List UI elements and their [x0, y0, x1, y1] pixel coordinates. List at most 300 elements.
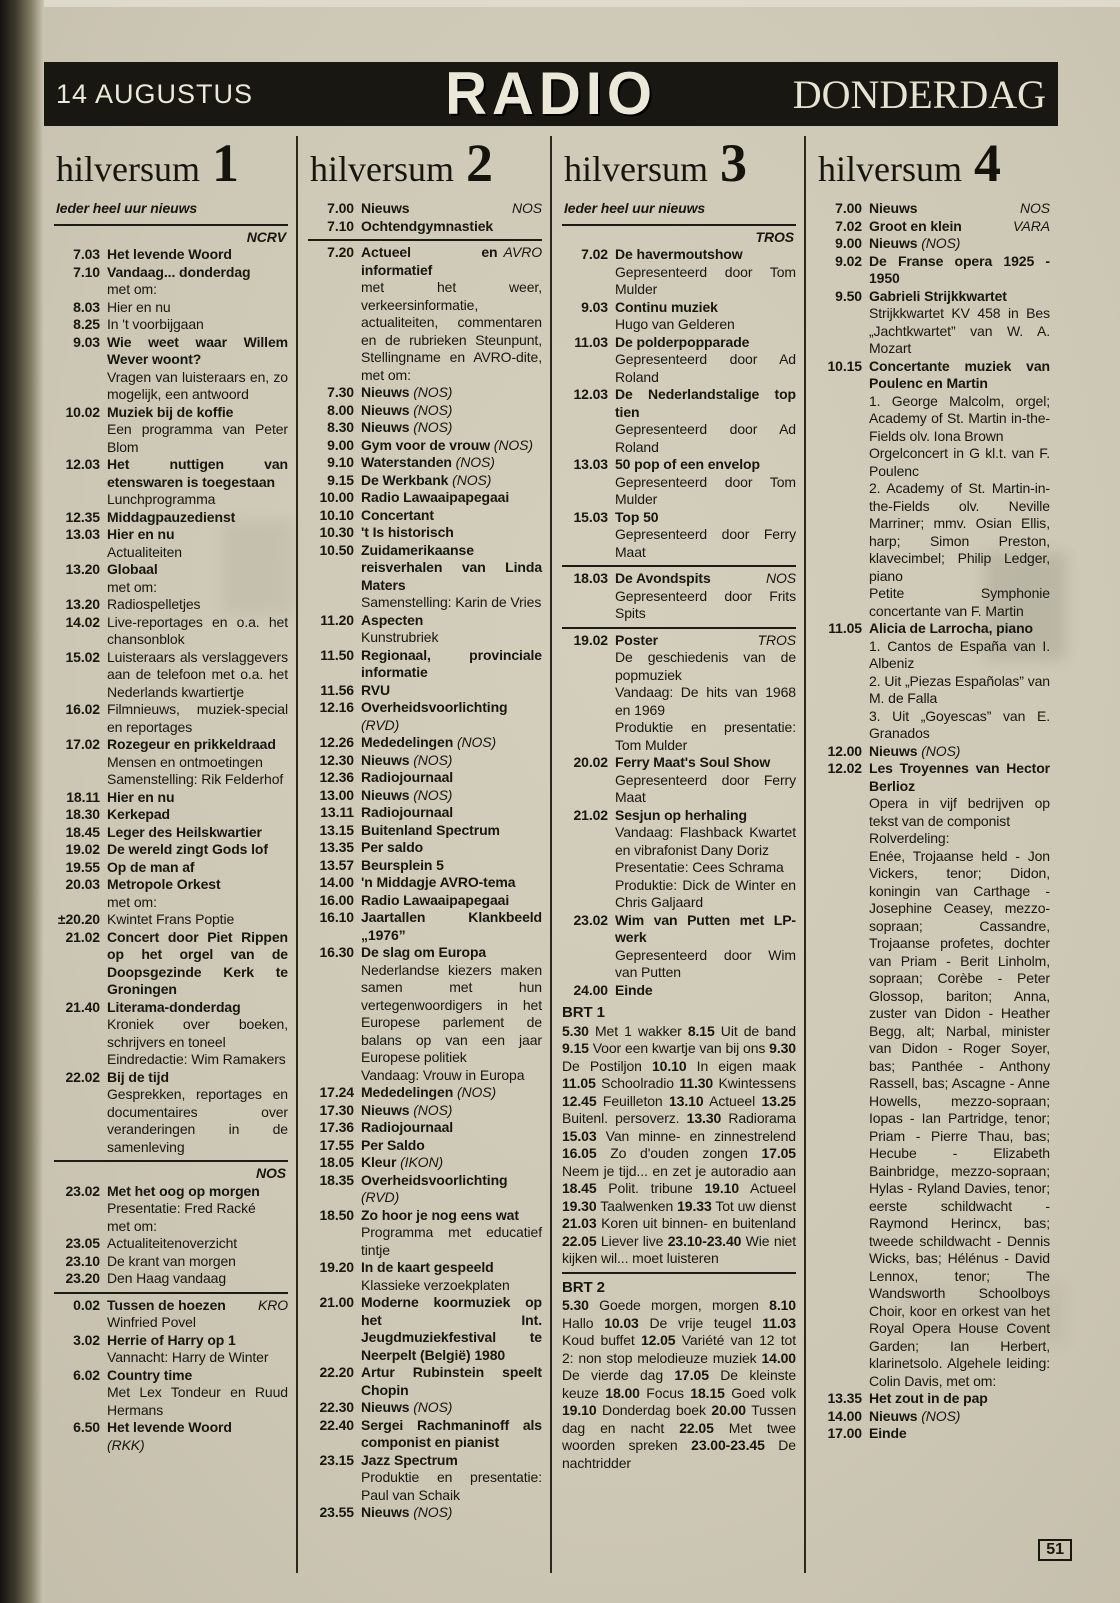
- program-title: De Werkbank: [361, 471, 449, 488]
- program-body: [107, 649, 288, 702]
- hourly-news-note: Ieder heel uur nieuws: [56, 200, 198, 216]
- program-title: Den Haag vandaag: [107, 1270, 227, 1286]
- program-desc: Presentatie: Cees Schrama: [615, 859, 784, 875]
- program-entry: [54, 1332, 288, 1367]
- program-desc: Presentatie: Fred Racké: [107, 1200, 256, 1216]
- program-time: 13.35: [827, 1390, 862, 1406]
- program-body: [107, 929, 288, 999]
- program-entry: [562, 246, 796, 299]
- program-time: 13.03: [65, 526, 100, 542]
- program-body: [107, 334, 288, 404]
- program-body: [615, 456, 796, 509]
- program-entry: [54, 824, 288, 842]
- program-time: 17.24: [319, 1084, 354, 1100]
- program-entry: [816, 218, 1050, 236]
- program-body: [869, 288, 1050, 358]
- program-title: Radio Lawaaipapegaai: [361, 891, 510, 908]
- program-title: Nieuws: [361, 1504, 410, 1520]
- program-entry: [54, 596, 288, 614]
- program-title: Gabrieli Strijkkwartet: [869, 287, 1007, 304]
- program-body: [107, 614, 288, 649]
- program-desc: (RVD): [361, 716, 400, 733]
- section-rule: [308, 239, 542, 241]
- program-time: 18.35: [319, 1171, 354, 1188]
- program-body: [869, 1425, 1050, 1443]
- program-body: [361, 769, 542, 787]
- program-time: 9.03: [73, 333, 100, 350]
- program-entry: [54, 561, 288, 596]
- program-body: [107, 859, 288, 877]
- program-title: Moderne koormuziek op het Int. Jeugdmuziekfestival te Neerpelt (België) 1980: [361, 1294, 542, 1363]
- program-title: Zuidamerikaanse reisverhalen van Linda Maters: [361, 541, 542, 593]
- program-body: [869, 218, 1050, 236]
- program-entry: [308, 769, 542, 787]
- program-time: 12.35: [65, 508, 100, 525]
- program-entry: [816, 620, 1050, 743]
- program-time: 16.02: [65, 701, 100, 717]
- program-desc: Gepresenteerd door Tom Mulder: [615, 473, 796, 507]
- channel-column-hilversum-3: [550, 136, 804, 1573]
- program-entry: [54, 859, 288, 877]
- channel-name: hilversum: [310, 149, 454, 189]
- program-desc: Hugo van Gelderen: [615, 316, 735, 332]
- program-desc: Strijkkwartet KV 458 in Bes „Jachtkwartet” van W. A. Mozart: [869, 305, 1050, 356]
- program-time: 8.03: [73, 298, 100, 315]
- program-time: 19.02: [573, 631, 608, 648]
- program-entry: [308, 734, 542, 752]
- program-body: [107, 246, 288, 264]
- program-list: [54, 200, 288, 1454]
- program-title: Actueel en informatief: [361, 244, 498, 278]
- program-time: 23.20: [65, 1270, 100, 1286]
- program-title: Het nuttigen van etenswaren is toegestaan: [107, 456, 288, 490]
- program-title: Per saldo: [361, 839, 424, 855]
- program-time: 22.20: [319, 1364, 354, 1380]
- program-title: Wie weet waar Willem Wever woont?: [107, 333, 288, 367]
- program-title: Het levende Woord: [107, 1419, 232, 1435]
- program-time: 8.30: [327, 419, 354, 435]
- program-time: 10.15: [827, 357, 862, 374]
- program-entry: [54, 246, 288, 264]
- program-body: [107, 1270, 288, 1288]
- program-time: 23.55: [319, 1504, 354, 1520]
- program-entry: [562, 509, 796, 562]
- program-body: [107, 789, 288, 807]
- program-desc: Enée, Trojaanse held - Jon Vickers, tenor; Didon, koningin van Carthage - Josephine Ceasey, mezzo-sopraan; Cassandre, Trojaanse profetes, dochter van Priam - Berit Linholm, sopraan; Corèbe - Peter Glossop, bariton; Anna, zuster van Didon - Heather Begg, alt; Narbal, minister van Didon - Roger Soyer, bas; Panthée - Anthony Rassell, bas; Ascagne - Anne Howells, mezzo-sopraan; Iopas - Ian Partridge, tenor; Priam - Pierre Thau, bas; Hecube - Elizabeth Bainbridge, mezzo-sopraan; Hylas - Ryland Davies, tenor; eerste schildwacht - Raymond Herincx, bas; tweede schildwacht - Dennis Wicks, bas; Hélénus - David Lennox, tenor; The Wandsworth Schoolboys Choir, koor en orkest van het Royal Opera House Covent Garden; Ian Herbert, klarinetsolo. Algehele leiding: Colin Davis, met om:: [869, 847, 1050, 1389]
- section-rule: [562, 627, 796, 629]
- program-desc: 3. Uit „Goyescas” van E. Granados: [869, 707, 1050, 741]
- program-entry: [816, 253, 1050, 288]
- program-time: 12.36: [319, 769, 354, 785]
- program-entry: [308, 647, 542, 682]
- program-title: Sergei Rachmaninoff als componist en pianist: [361, 1416, 542, 1450]
- program-entry: [308, 200, 542, 218]
- program-body: [361, 647, 542, 682]
- program-time: 7.30: [327, 384, 354, 400]
- program-time: 22.30: [319, 1399, 354, 1415]
- program-body: [361, 419, 542, 437]
- program-entry: [54, 1367, 288, 1420]
- program-title: De Franse opera 1925 - 1950: [869, 252, 1050, 286]
- program-title: Metropole Orkest: [107, 876, 221, 892]
- program-body: [107, 404, 288, 457]
- program-body: [361, 1154, 542, 1172]
- program-entry: [816, 288, 1050, 358]
- program-entry: [816, 743, 1050, 761]
- program-entry: [54, 911, 288, 929]
- program-title: Wim van Putten met LP-werk: [615, 911, 796, 945]
- program-body: [869, 743, 1050, 761]
- program-time: 11.56: [320, 681, 354, 698]
- program-title: Poster: [615, 631, 658, 648]
- program-body: [869, 235, 1050, 253]
- program-entry: [308, 1399, 542, 1417]
- program-time: 9.02: [835, 252, 862, 269]
- program-body: [107, 806, 288, 824]
- program-time: 11.50: [320, 646, 354, 663]
- program-title: Nieuws: [361, 751, 410, 768]
- program-desc: Gepresenteerd door Frits Spits: [615, 587, 796, 621]
- section-heading: BRT 1: [562, 1004, 605, 1021]
- section-rule: [54, 1292, 288, 1294]
- program-body: [869, 253, 1050, 288]
- program-title: Nieuws: [361, 200, 410, 216]
- program-time: 17.02: [65, 736, 100, 752]
- channel-column-hilversum-2: [296, 136, 550, 1573]
- program-broadcaster-suffix: (NOS): [409, 384, 453, 400]
- program-entry: [308, 822, 542, 840]
- program-body: [615, 754, 796, 807]
- program-entry: [308, 384, 542, 402]
- program-body: [361, 734, 542, 752]
- program-desc: met om:: [107, 1217, 157, 1234]
- program-entry: [54, 1069, 288, 1157]
- program-title: Zo hoor je nog eens wat: [361, 1206, 519, 1223]
- program-title: De krant van morgen: [107, 1252, 236, 1269]
- program-entry: [308, 507, 542, 525]
- program-title: Luisteraars als verslaggevers aan de telefoon met o.a. het Nederlands kwartiertje: [107, 648, 288, 700]
- network-tag: NOS: [255, 1165, 286, 1181]
- program-entry: [562, 299, 796, 334]
- program-title: Kleur: [361, 1154, 397, 1170]
- program-time: 14.00: [827, 1407, 862, 1424]
- program-time: 12.16: [319, 699, 354, 715]
- program-time: 18.03: [573, 570, 608, 586]
- program-time: 19.02: [65, 841, 100, 857]
- program-time: 13.20: [65, 561, 100, 577]
- program-body: [361, 804, 542, 822]
- program-title: Live-reportages en o.a. het chansonblok: [107, 613, 288, 647]
- program-title: Rozegeur en prikkeldraad: [107, 736, 276, 752]
- program-body: [361, 1294, 542, 1364]
- program-time: 23.05: [65, 1235, 100, 1251]
- program-time: 17.00: [827, 1425, 862, 1441]
- program-entry: [308, 1294, 542, 1364]
- program-time: 24.00: [573, 981, 608, 998]
- program-time: 7.20: [327, 244, 354, 260]
- program-body: [107, 876, 288, 911]
- program-broadcaster-suffix: (NOS): [490, 436, 533, 453]
- program-entry: [562, 754, 796, 807]
- program-desc: Produktie en presentatie: Tom Mulder: [615, 719, 796, 753]
- program-entry: [562, 807, 796, 912]
- program-entry: [54, 841, 288, 859]
- program-time: 23.02: [65, 1182, 100, 1199]
- program-title: Leger des Heilskwartier: [107, 823, 262, 840]
- channel-name: hilversum: [564, 149, 708, 189]
- program-time: 14.02: [65, 613, 100, 630]
- program-time: 9.50: [835, 287, 862, 304]
- section-rule: [562, 565, 796, 567]
- program-body: [615, 632, 796, 755]
- program-body: [107, 824, 288, 842]
- program-broadcaster-suffix: (NOS): [409, 786, 453, 803]
- program-broadcaster-suffix: (NOS): [917, 1407, 961, 1424]
- program-desc: Samenstelling: Rik Felderhof: [107, 771, 284, 787]
- program-title: 't Is historisch: [361, 524, 454, 540]
- program-entry: [308, 218, 542, 236]
- program-time: 18.50: [319, 1206, 354, 1223]
- program-title: Jaartallen Klankbeeld „1976”: [361, 909, 542, 943]
- program-time: 19.55: [65, 858, 100, 875]
- program-desc: Gepresenteerd door Ad Roland: [615, 421, 796, 455]
- program-desc: Produktie: Dick de Winter en Chris Galjaard: [615, 876, 796, 910]
- program-desc: (RVD): [361, 1189, 400, 1205]
- program-broadcaster-suffix: (NOS): [409, 401, 453, 418]
- program-entry: [308, 1207, 542, 1260]
- program-body: [361, 752, 542, 770]
- program-title: Overheidsvoorlichting: [361, 1171, 508, 1188]
- program-time: ±20.20: [57, 911, 100, 927]
- program-time: 7.03: [73, 246, 100, 262]
- program-entry: [308, 1119, 542, 1137]
- program-time: 16.00: [319, 891, 354, 908]
- program-title: Nieuws: [361, 786, 410, 803]
- program-title: Herrie of Harry op 1: [107, 1331, 236, 1348]
- program-title: Concert door Piet Rippen op het orgel van de Doopsgezinde Kerk te Groningen: [107, 928, 288, 997]
- program-title: Het zout in de pap: [869, 1390, 988, 1406]
- channel-number: 4: [973, 136, 1001, 193]
- program-desc: Produktie en presentatie: Paul van Schaik: [361, 1469, 542, 1503]
- program-time: 10.30: [319, 524, 354, 540]
- program-title: Radiojournaal: [361, 804, 454, 820]
- program-time: 11.03: [574, 333, 608, 350]
- network-tag: AVRO: [503, 244, 542, 260]
- program-entry: [308, 419, 542, 437]
- program-broadcaster-suffix: (NOS): [917, 742, 961, 759]
- program-time: 13.03: [573, 456, 608, 472]
- program-entry: [308, 682, 542, 700]
- program-desc: Gesprekken, reportages en documentaires over veranderingen in de samenleving: [107, 1086, 288, 1155]
- program-desc: 1. George Malcolm, orgel; Academy of St. Martin in-the-Fields olv. Iona Brown: [869, 392, 1050, 444]
- masthead: [44, 59, 1058, 128]
- program-body: [107, 1419, 288, 1454]
- program-entry: [54, 876, 288, 911]
- program-title: Gym voor de vrouw: [361, 436, 490, 453]
- program-body: [361, 472, 542, 490]
- program-title: De Avondspits: [615, 570, 711, 586]
- program-desc: Gepresenteerd door Ferry Maat: [615, 526, 796, 560]
- program-entry: [816, 1425, 1050, 1443]
- program-time: 21.00: [319, 1294, 354, 1310]
- network-tag: TROS: [755, 228, 794, 245]
- scan-top-edge: [0, 0, 1120, 7]
- program-entry: [54, 701, 288, 736]
- program-body: [107, 526, 288, 561]
- program-title: Sesjun op herhaling: [615, 806, 747, 823]
- program-broadcaster-suffix: (NOS): [409, 1504, 453, 1520]
- program-time: 13.11: [320, 804, 354, 820]
- program-time: 8.00: [327, 401, 354, 418]
- program-broadcaster-suffix: (NOS): [453, 734, 497, 750]
- program-body: [107, 509, 288, 527]
- program-title: In de kaart gespeeld: [361, 1259, 494, 1275]
- program-entry: [308, 1259, 542, 1294]
- program-entry: [308, 752, 542, 770]
- program-entry: [54, 1183, 288, 1236]
- program-time: 9.00: [835, 235, 862, 251]
- program-entry: [54, 929, 288, 999]
- program-desc: met om:: [107, 893, 157, 910]
- program-entry: [816, 358, 1050, 621]
- program-body: [107, 736, 288, 789]
- program-body: [361, 822, 542, 840]
- program-title: Einde: [615, 981, 653, 998]
- program-entry: [308, 1084, 542, 1102]
- program-entry: [54, 999, 288, 1069]
- program-title: Actualiteitenoverzicht: [107, 1235, 238, 1251]
- program-body: [361, 507, 542, 525]
- program-entry: [308, 1154, 542, 1172]
- program-desc: 2. Uit „Piezas Españolas” van M. de Falla: [869, 672, 1050, 706]
- program-title: Radiospelletjes: [107, 596, 201, 612]
- program-time: 20.03: [65, 876, 100, 892]
- program-entry: [54, 316, 288, 334]
- program-title: Bij de tijd: [107, 1068, 169, 1085]
- program-entry: [308, 489, 542, 507]
- program-body: [869, 1390, 1050, 1408]
- program-time: 10.10: [319, 506, 354, 523]
- network-tag: TROS: [757, 631, 796, 648]
- program-body: [361, 787, 542, 805]
- program-title: Einde: [869, 1425, 907, 1441]
- program-entry: [562, 912, 796, 982]
- program-time: 12.03: [65, 456, 100, 472]
- program-time: 18.30: [65, 806, 100, 822]
- program-entry: [54, 334, 288, 404]
- program-body: [361, 524, 542, 542]
- program-entry: [308, 909, 542, 944]
- network-tag: NOS: [511, 200, 542, 216]
- program-entry: [308, 1137, 542, 1155]
- program-entry: [308, 1102, 542, 1120]
- program-title: Hier en nu: [107, 788, 175, 805]
- program-title: 'n Middagje AVRO-tema: [361, 874, 516, 890]
- program-entry: [816, 235, 1050, 253]
- program-entry: [54, 456, 288, 509]
- program-time: 7.00: [327, 200, 354, 216]
- program-title: Muziek bij de koffie: [107, 403, 234, 420]
- channel-name: hilversum: [818, 149, 962, 189]
- program-title: Nieuws: [361, 419, 410, 435]
- program-body: [361, 1364, 542, 1399]
- program-broadcaster-suffix: (NOS): [448, 471, 492, 488]
- program-time: 17.30: [319, 1101, 354, 1118]
- program-title: Concertante muziek van Poulenc en Martin: [869, 357, 1050, 391]
- program-entry: [54, 526, 288, 561]
- program-body: [107, 1069, 288, 1157]
- program-desc: Petite Symphonie concertante van F. Martin: [869, 585, 1050, 619]
- program-body: [361, 839, 542, 857]
- program-time: 21.40: [65, 998, 100, 1015]
- program-body: [361, 874, 542, 892]
- network-tag: NCRV: [246, 228, 286, 245]
- program-entry: [308, 804, 542, 822]
- program-time: 17.55: [319, 1136, 354, 1153]
- channel-number: 1: [211, 136, 239, 193]
- program-entry: [308, 402, 542, 420]
- program-time: 7.10: [327, 217, 354, 234]
- program-title: Hier en nu: [107, 526, 175, 542]
- program-title: Aspecten: [361, 611, 424, 628]
- program-time: 12.00: [827, 742, 862, 759]
- program-body: [361, 1172, 542, 1207]
- program-body: [361, 1084, 542, 1102]
- program-entry: [308, 437, 542, 455]
- program-desc: Vragen van luisteraars en, zo mogelijk, een antwoord: [107, 368, 288, 402]
- program-time: 6.02: [73, 1366, 100, 1383]
- program-list: [308, 200, 542, 1522]
- program-title: RVU: [361, 681, 391, 698]
- program-desc: 1. Cantos de España van I. Albeniz: [869, 637, 1050, 671]
- program-title: Nieuws: [869, 200, 918, 216]
- program-body: [107, 456, 288, 509]
- program-desc: Gepresenteerd door Wim van Putten: [615, 946, 796, 980]
- program-time: 15.03: [573, 508, 608, 525]
- program-title: Mededelingen: [361, 1084, 454, 1100]
- program-body: [107, 999, 288, 1069]
- program-title: Les Troyennes van Hector Berlioz: [869, 760, 1050, 794]
- program-entry: [308, 524, 542, 542]
- program-broadcaster-suffix: (NOS): [453, 1084, 497, 1100]
- program-time: 9.15: [327, 471, 354, 488]
- program-desc: Met Lex Tondeur en Ruud Hermans: [107, 1384, 288, 1418]
- section-rule: [54, 224, 288, 226]
- program-body: [107, 1235, 288, 1253]
- program-entry: [54, 649, 288, 702]
- program-entry: [54, 1419, 288, 1454]
- program-time: 11.20: [320, 611, 354, 628]
- program-title: Nieuws: [869, 742, 918, 759]
- program-body: [361, 489, 542, 507]
- program-time: 14.00: [319, 874, 354, 890]
- program-paragraph: 5.30 Met 1 wakker 8.15 Uit de band 9.15 Voor een kwartje van bij ons 9.30 De Postiljon 10.10 In eigen maak 11.05 Schoolradio 11.30 Kwintessens 12.45 Feuilleton 13.10 Actueel 13.25 Buitenl. persoverz. 13.30 Radiorama 15.03 Van minne- en zinnestrelend 16.05 Zo d'ouden zongen 17.05 Neem je tijd... en zet je autoradio aan 18.45 Polit. tribune 19.10 Actueel 19.30 Taalwenken 19.33 Tot uw dienst 21.03 Koren uit binnen- en buitenland 22.05 Liever live 23.10-23.40 Wie niet kijken wil... moet luisteren: [562, 1022, 797, 1266]
- program-body: [361, 200, 542, 218]
- channel-number: 3: [719, 136, 747, 193]
- program-title: Filmnieuws, muziek-special en reportages: [107, 701, 288, 735]
- program-body: [361, 1504, 542, 1522]
- program-entry: [308, 1172, 542, 1207]
- channel-header: [308, 138, 542, 192]
- program-title: Tussen de hoezen: [107, 1296, 226, 1313]
- program-desc: Gepresenteerd door Ferry Maat: [615, 771, 796, 805]
- program-paragraph: 5.30 Goede morgen, morgen 8.10 Hallo 10.03 De vrije teugel 11.03 Koud buffet 12.05 Variété van 12 tot 2: non stop melodieuze muziek 14.00 De vierde dag 17.05 De kleinste keuze 18.00 Focus 18.15 Goed volk 19.10 Donderdag boek 20.00 Tussen dag en nacht 22.05 Met twee woorden spreken 23.00-23.45 De nachtridder: [562, 1297, 797, 1471]
- day-label: DONDERDAG: [792, 71, 1047, 117]
- program-desc: Klassieke verzoekplaten: [361, 1276, 510, 1293]
- program-time: 9.00: [327, 436, 354, 453]
- channel-columns: [44, 136, 1058, 1573]
- program-broadcaster-suffix: (NOS): [409, 1101, 453, 1118]
